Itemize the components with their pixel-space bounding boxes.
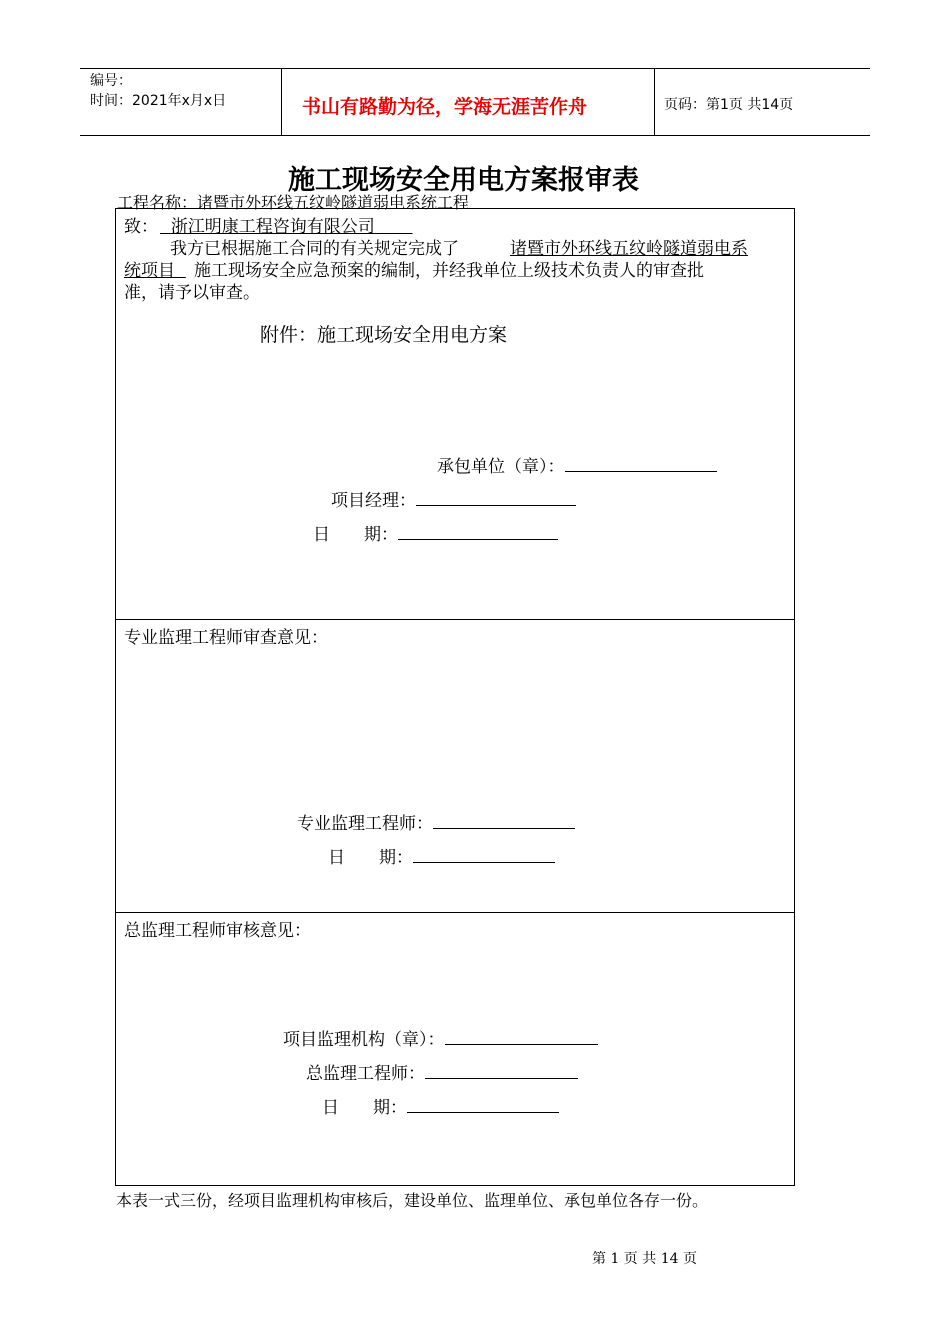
supervision-org-blank[interactable] [445, 1029, 598, 1045]
section-divider-1 [115, 619, 795, 620]
body-line1-b: 诸暨市外环线五纹岭隧道弱电系 [510, 239, 748, 259]
addressee-value: 浙江明康工程咨询有限公司 [170, 217, 375, 237]
body-line3: 准，请予以审查。 [124, 283, 260, 303]
header-divider-right [654, 68, 655, 135]
footnote: 本表一式三份，经项目监理机构审核后，建设单位、监理单位、承包单位各存一份。 [116, 1191, 709, 1210]
contractor-date-label: 日 期： [313, 520, 558, 545]
body-line2-b: 施工现场安全应急预案的编制，并经我单位上级技术负责人的审查批 [194, 261, 704, 281]
chief-date-label: 日 期： [322, 1093, 559, 1118]
chief-date-blank[interactable] [407, 1097, 559, 1113]
time-label: 时间：2021年x月x日 [90, 93, 227, 109]
contractor-date-blank[interactable] [398, 524, 558, 540]
project-manager-label: 项目经理： [331, 486, 576, 511]
chief-engineer-blank[interactable] [425, 1063, 578, 1079]
page-title: 施工现场安全用电方案报审表 [288, 165, 639, 196]
header-bottom-rule [80, 135, 870, 136]
chief-engineer-label: 总监理工程师： [306, 1059, 578, 1084]
engineer-date-label: 日 期： [328, 843, 555, 868]
contractor-seal-label: 承包单位（章）： [437, 452, 717, 477]
project-manager-blank[interactable] [416, 490, 576, 506]
doc-number-label: 编号： [90, 73, 132, 89]
chief-review-heading: 总监理工程师审核意见： [124, 921, 311, 941]
engineer-blank[interactable] [433, 813, 575, 829]
addressee-label: 致： [124, 217, 158, 237]
section-divider-2 [115, 912, 795, 913]
engineer-label: 专业监理工程师： [297, 809, 575, 834]
body-line2-a: 统项目 [124, 261, 175, 281]
header-top-rule [80, 68, 870, 69]
contractor-seal-blank[interactable] [565, 456, 717, 472]
page-info: 页码：第1页 共14页 [664, 97, 794, 113]
page-footer: 第 1 页 共 14 页 [592, 1251, 697, 1267]
attachment-label: 附件：施工现场安全用电方案 [260, 324, 508, 346]
engineer-date-blank[interactable] [413, 847, 555, 863]
engineer-review-heading: 专业监理工程师审查意见： [124, 628, 328, 648]
supervision-org-label: 项目监理机构（章）： [283, 1025, 598, 1050]
project-name: 工程名称：诸暨市外环线五纹岭隧道弱电系统工程 [117, 193, 470, 212]
header-motto: 书山有路勤为径，学海无涯苦作舟 [302, 96, 588, 118]
header-divider-left [281, 68, 282, 135]
body-line1-a: 我方已根据施工合同的有关规定完成了 [170, 239, 459, 259]
